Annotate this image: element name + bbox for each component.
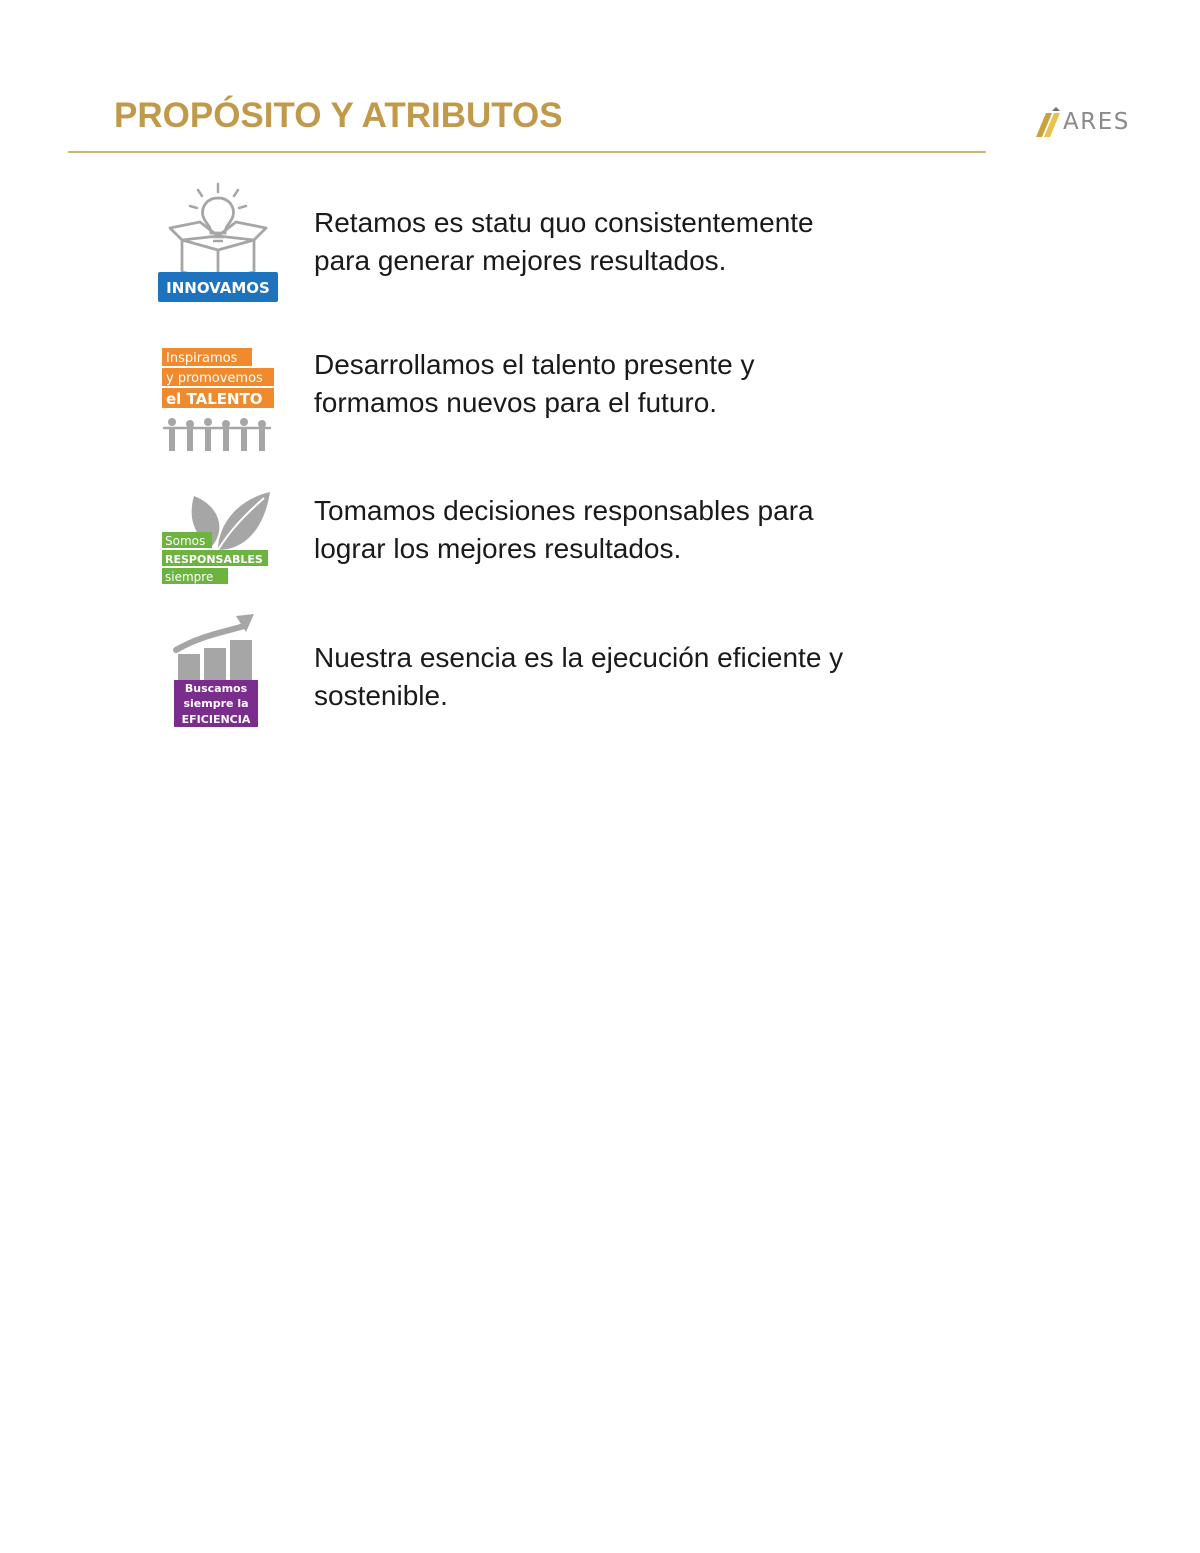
badge-text: RESPONSABLES (165, 553, 263, 566)
growth-chart-icon (170, 610, 262, 730)
attribute-text-line: formamos nuevos para el futuro. (314, 387, 718, 418)
badge-text: Buscamos (184, 682, 248, 695)
attribute-text (314, 346, 954, 422)
page-title: PROPÓSITO Y ATRIBUTOS (114, 96, 563, 135)
attribute-text-line: Desarrollamos el talento presente y (314, 349, 755, 380)
ares-logo (1032, 104, 1130, 140)
attribute-text-line: lograr los mejores resultados. (314, 533, 682, 564)
badge-text: siempre (165, 570, 214, 584)
badge-text: Inspiramos (166, 351, 238, 366)
badge-text: Somos (165, 534, 206, 548)
badge-text: el TALENTO (166, 390, 263, 408)
leaves-icon (160, 490, 272, 586)
ares-logo-mark-icon (1032, 105, 1062, 139)
attribute-text-line: sostenible. (314, 680, 448, 711)
lightbulb-box-icon (156, 180, 280, 304)
attribute-text (314, 204, 954, 280)
attribute-text-line: Nuestra esencia es la ejecución eficiente y (314, 642, 844, 673)
badge-text: y promovemos (166, 371, 263, 386)
attribute-text (314, 639, 954, 715)
title-divider (68, 151, 986, 153)
badge-text: EFICIENCIA (181, 713, 251, 726)
attribute-text-line: para generar mejores resultados. (314, 245, 727, 276)
attribute-text-line: Tomamos decisiones responsables para (314, 495, 814, 526)
attribute-text-line: Retamos es statu quo consistentemente (314, 207, 814, 238)
badge-text: INNOVAMOS (166, 279, 270, 297)
attribute-text (314, 492, 954, 568)
badge-text: siempre la (183, 697, 249, 710)
logo-text: ARES (1063, 109, 1130, 135)
people-group-icon (160, 344, 276, 460)
